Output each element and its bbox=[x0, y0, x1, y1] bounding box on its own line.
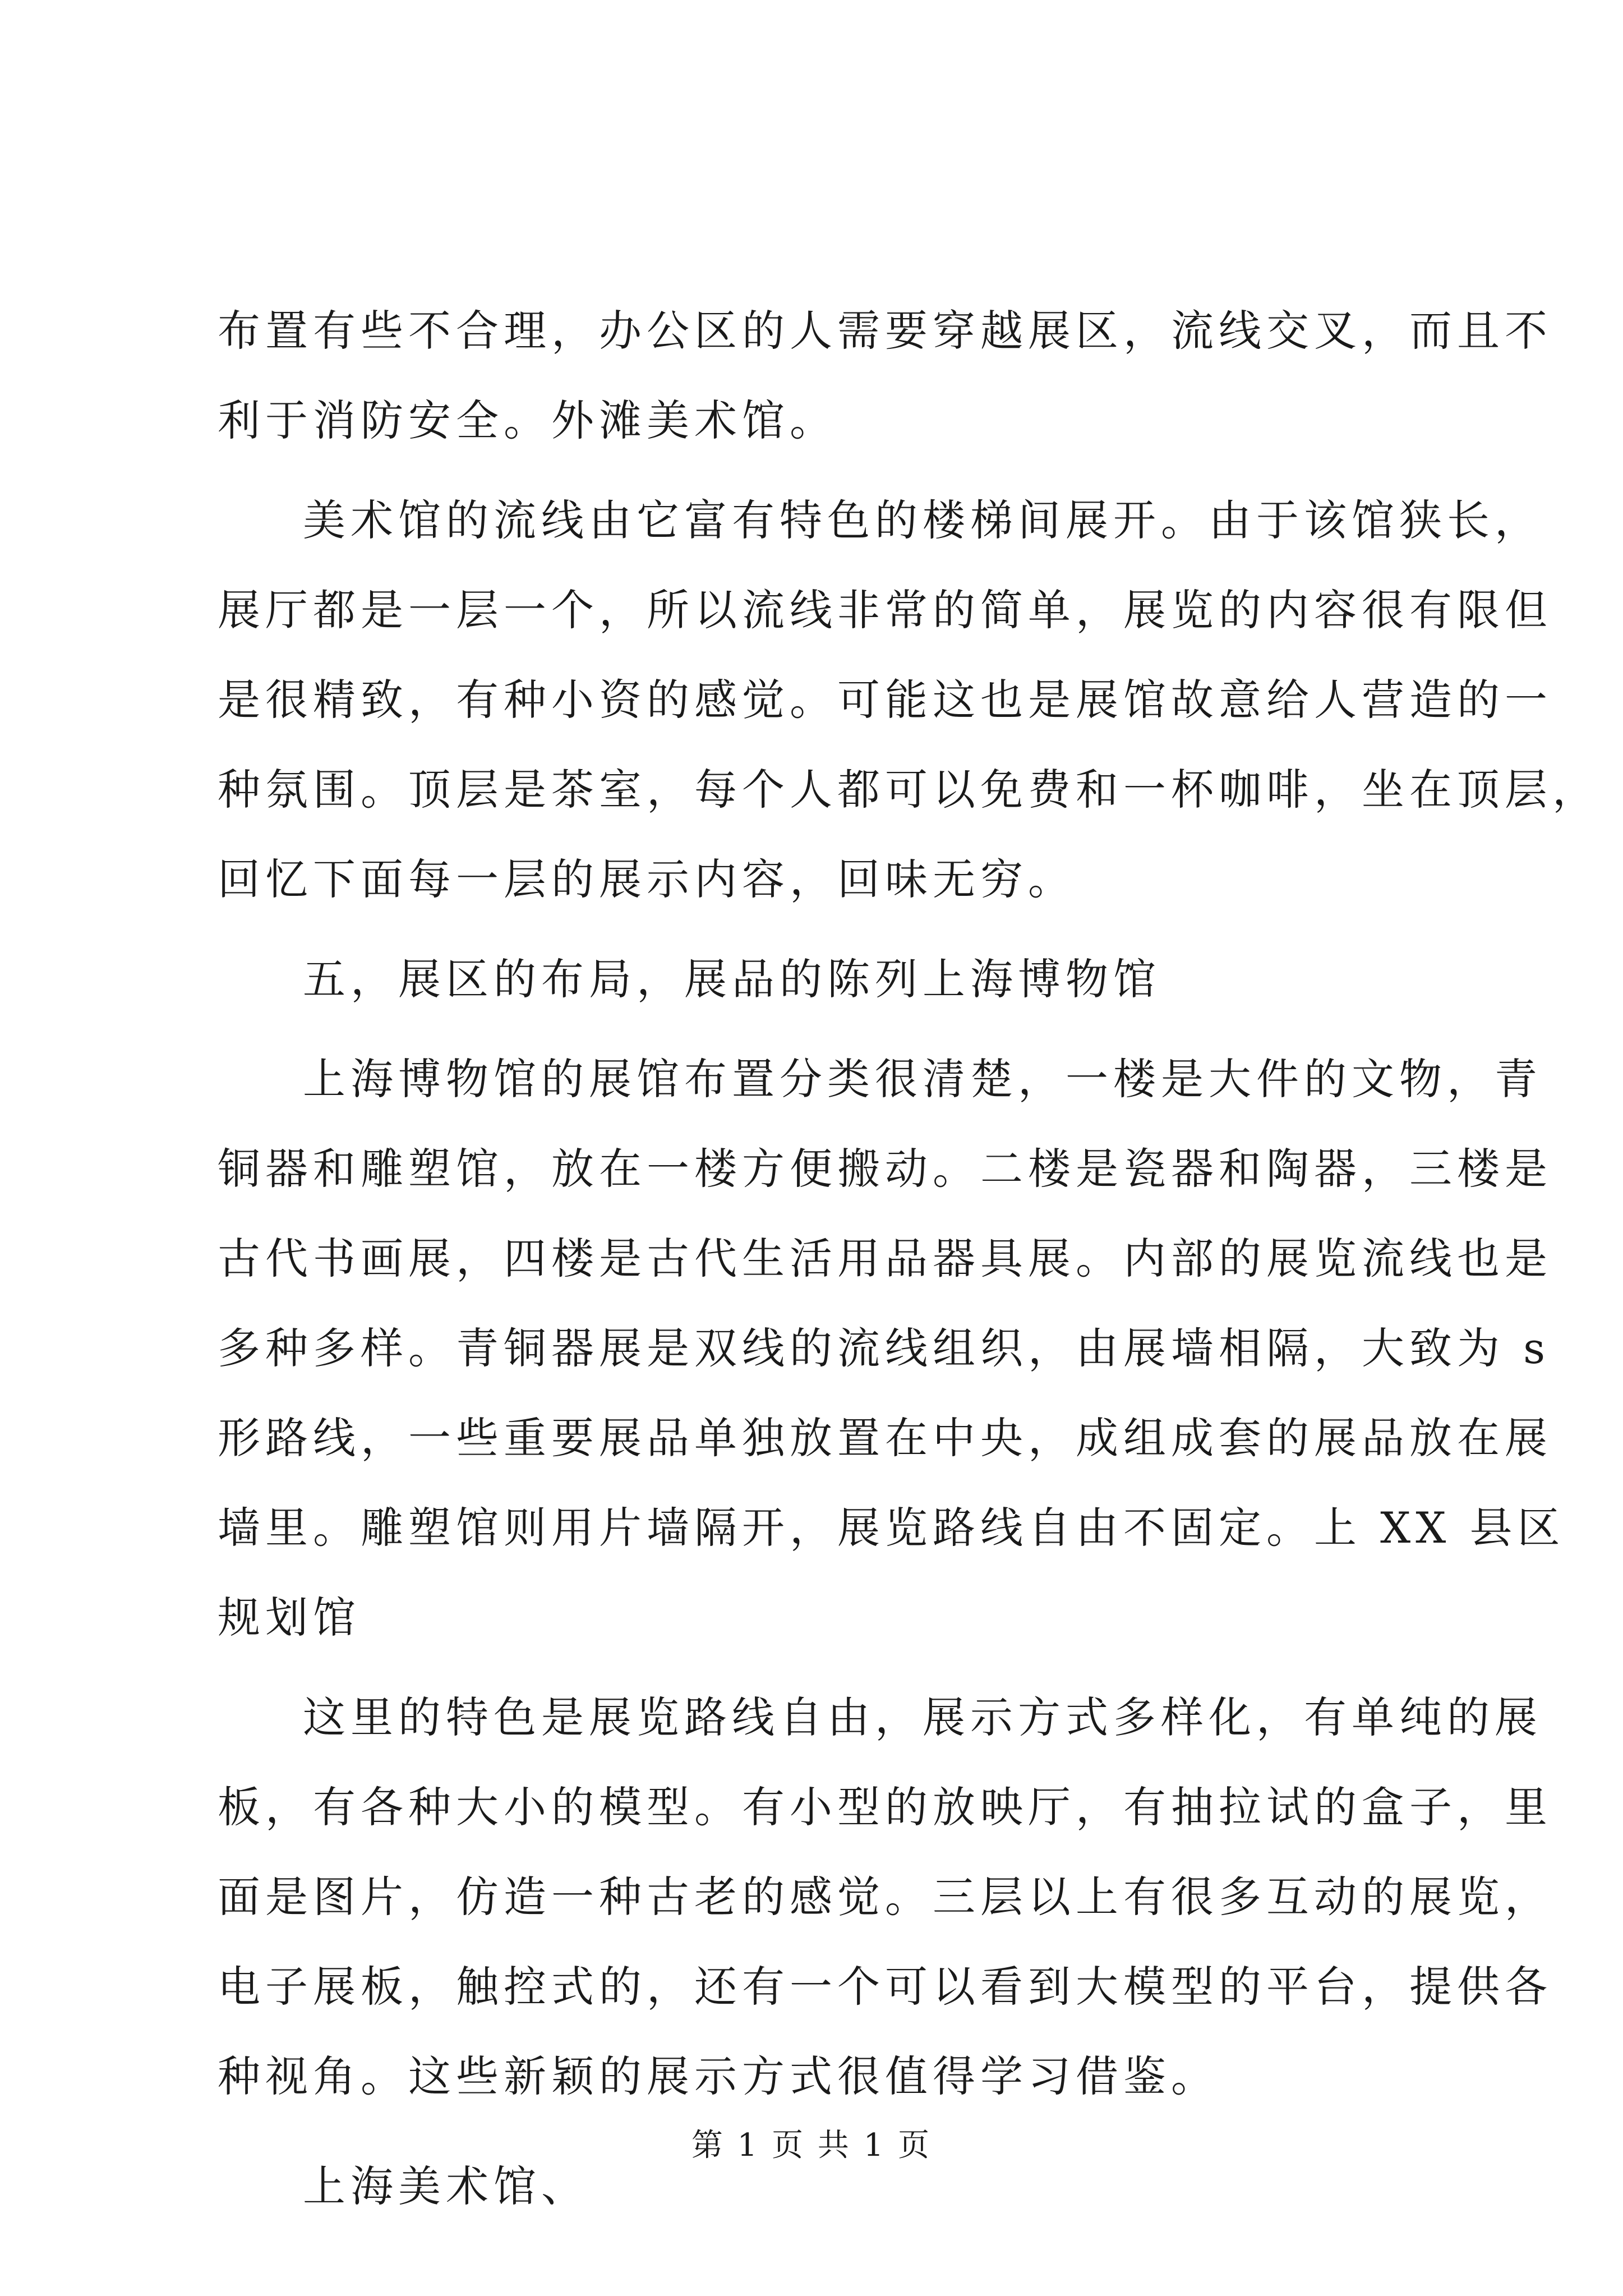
section-heading bbox=[218, 935, 1423, 1024]
text-line: 上海博物馆的展馆布置分类很清楚，一楼是大件的文物，青 bbox=[303, 1054, 1542, 1104]
text-line: 多种多样。青铜器展是双线的流线组织，由展墙相隔，大致为 s bbox=[218, 1323, 1551, 1373]
text-line: 种视角。这些新颖的展示方式很值得学习借鉴。 bbox=[218, 2051, 1219, 2101]
text-line: 利于消防安全。外滩美术馆。 bbox=[218, 395, 837, 445]
page-footer: 第 1 页 共 1 页 bbox=[691, 2127, 932, 2164]
text-line: 规划馆 bbox=[218, 1593, 361, 1642]
paragraph-1 bbox=[218, 286, 1552, 466]
text-line: 布置有些不合理，办公区的人需要穿越展区，流线交叉，而且不 bbox=[218, 306, 1552, 356]
text-line: 电子展板，触控式的，还有一个可以看到大模型的平台，提供各 bbox=[218, 1962, 1552, 2012]
text-line: 是很精致，有种小资的感觉。可能这也是展馆故意给人营造的一 bbox=[218, 675, 1552, 725]
text-line: 古代书画展，四楼是古代生活用品器具展。内部的展览流线也是 bbox=[218, 1234, 1552, 1283]
text-line: 铜器和雕塑馆，放在一楼方便搬动。二楼是瓷器和陶器，三楼是 bbox=[218, 1144, 1552, 1194]
paragraph-4 bbox=[218, 1673, 1552, 2122]
text-line: 上海美术馆、 bbox=[303, 2161, 589, 2211]
text-line: 面是图片，仿造一种古老的感觉。三层以上有很多互动的展览， bbox=[218, 1872, 1552, 1922]
text-line: 展厅都是一层一个，所以流线非常的简单，展览的内容很有限但 bbox=[218, 585, 1552, 635]
text-line: 美术馆的流线由它富有特色的楼梯间展开。由于该馆狭长， bbox=[303, 495, 1542, 545]
text-line: 板，有各种大小的模型。有小型的放映厅，有抽拉试的盒子，里 bbox=[218, 1782, 1552, 1832]
text-line: 五，展区的布局，展品的陈列上海博物馆 bbox=[303, 954, 1161, 1004]
text-line: 种氛围。顶层是茶室，每个人都可以免费和一杯咖啡，坐在顶层， bbox=[218, 765, 1600, 815]
text-line: 形路线，一些重要展品单独放置在中央，成组成套的展品放在展 bbox=[218, 1413, 1552, 1463]
document-body bbox=[218, 286, 1600, 2231]
text-line: 回忆下面每一层的展示内容，回味无穷。 bbox=[218, 854, 1076, 904]
paragraph-2 bbox=[218, 476, 1600, 924]
text-line: 墙里。雕塑馆则用片墙隔开，展览路线自由不固定。上 XX 县区 bbox=[218, 1503, 1565, 1553]
paragraph-3 bbox=[218, 1034, 1565, 1663]
text-line: 这里的特色是展览路线自由，展示方式多样化，有单纯的展 bbox=[303, 1692, 1542, 1742]
